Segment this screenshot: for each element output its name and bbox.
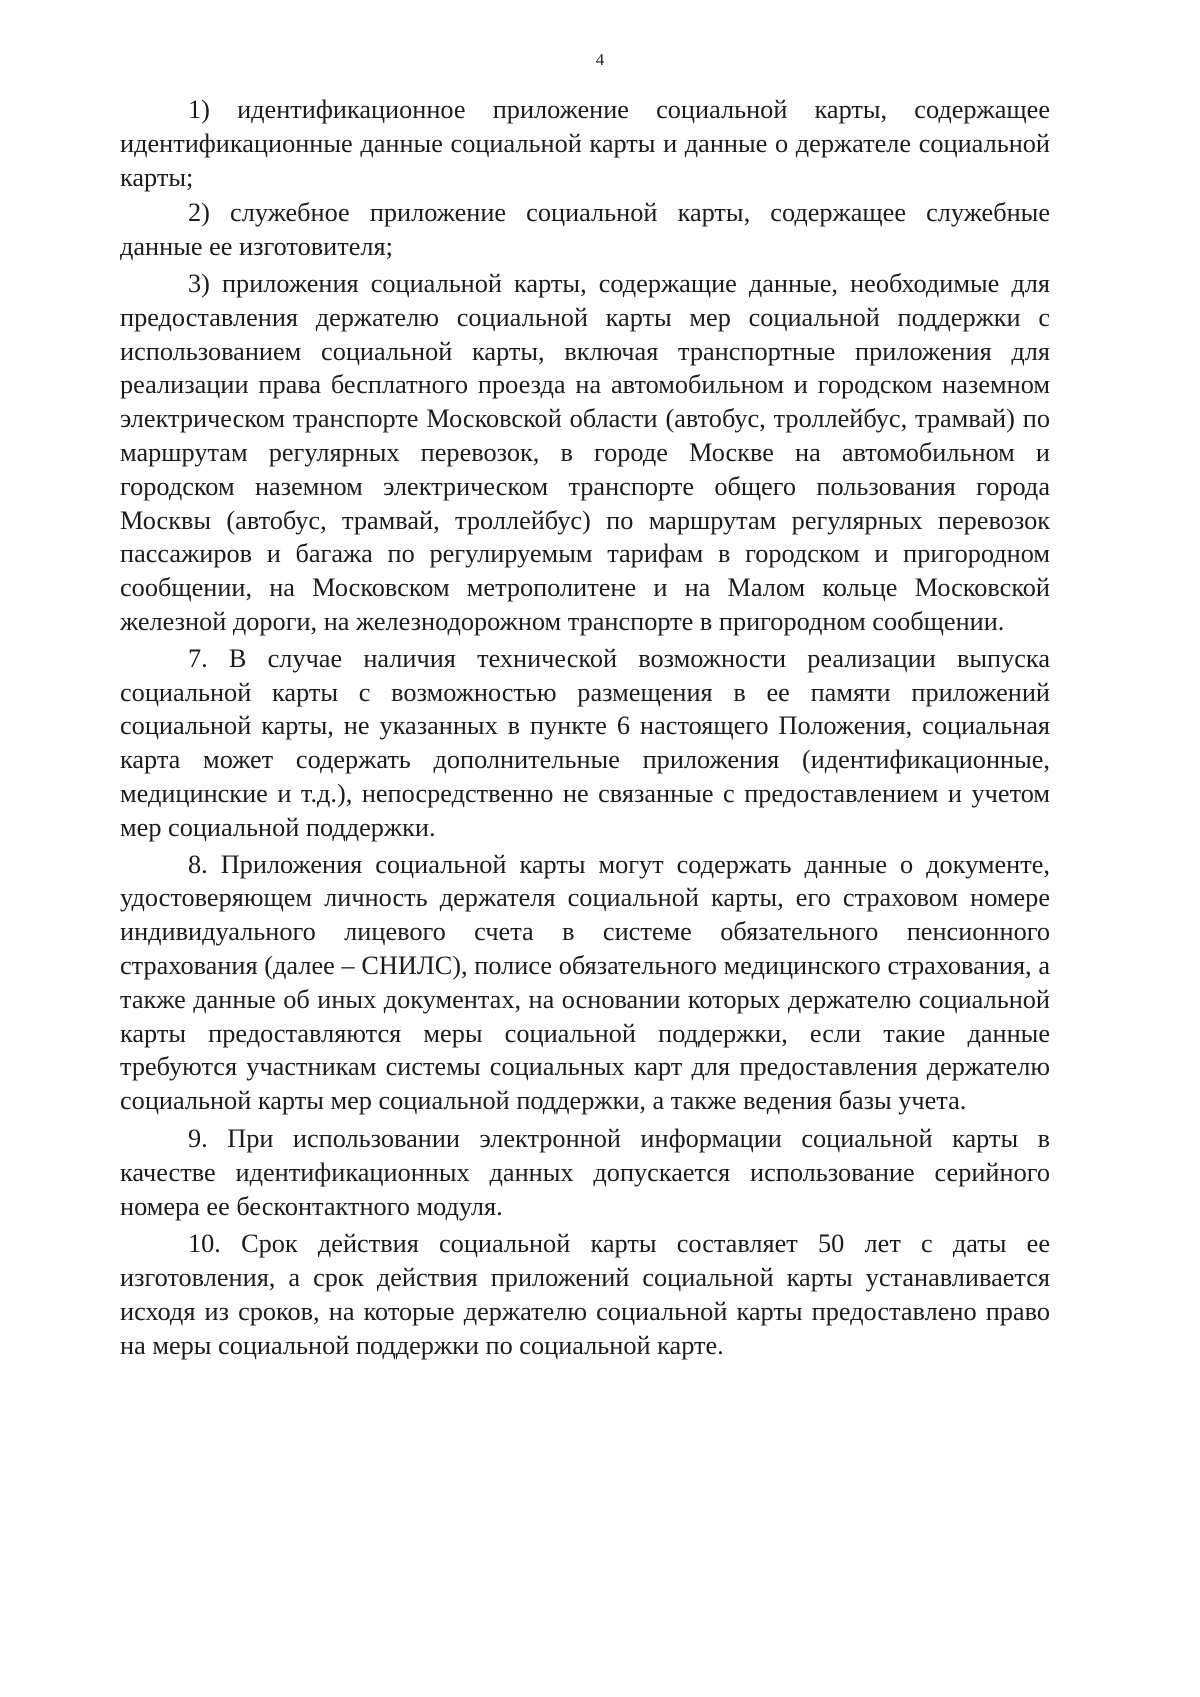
document-body (120, 93, 1050, 1362)
list-item-support-apps: 3) приложения социальной карты, содержащие данные, необходимые для предоставления держателю социальной карты мер социальной поддержки с использованием социальной карты, включая транспортные приложения для реализации права бесплатного проезда на автомобильном и городском наземном электрическом транспорте Московской области (автобус, троллейбус, трамвай) по маршрутам регулярных перевозок, в городе Москве на автомобильном и городском наземном электрическом транспорте общего пользования города Москвы (автобус, трамвай, троллейбус) по маршрутам регулярных перевозок пассажиров и багажа по регулируемым тарифам в городском и пригородном сообщении, на Московском метрополитене и на Малом кольце Московской железной дороги, на железнодорожном транспорте в пригородном сообщении. (120, 268, 1050, 636)
clause-7: 7. В случае наличия технической возможности реализации выпуска социальной карты с возможностью размещения в ее памяти приложений социальной карты, не указанных в пункте 6 настоящего Положения, социальная карта может содержать дополнительные приложения (идентификационные, медицинские и т.д.), непосредственно не связанные с предоставлением и учетом мер социальной поддержки. (120, 643, 1050, 842)
list-item-service-app: 2) служебное приложение социальной карты, содержащее служебные данные ее изготовителя; (120, 198, 1050, 262)
clause-10: 10. Срок действия социальной карты составляет 50 лет с даты ее изготовления, а срок действия приложений социальной карты устанавливается исходя из сроков, на которые держателю социальной карты предоставлено право на меры социальной поддержки по социальной карте. (120, 1229, 1050, 1360)
clause-9: 9. При использовании электронной информации социальной карты в качестве идентификационных данных допускается использование серийного номера ее бесконтактного модуля. (120, 1123, 1050, 1221)
clause-8: 8. Приложения социальной карты могут содержать данные о документе, удостоверяющем личность держателя социальной карты, его страховом номере индивидуального лицевого счета в системе обязательного пенсионного страхования (далее – СНИЛС), полисе обязательного медицинского страхования, а также данные об иных документах, на основании которых держателю социальной карты предоставляются меры социальной поддержки, если такие данные требуются участникам системы социальных карт для предоставления держателю социальной карты мер социальной поддержки, а также ведения базы учета. (120, 849, 1050, 1116)
page-number: 4 (595, 50, 605, 69)
list-item-identification-app: 1) идентификационное приложение социальной карты, содержащее идентификационные данные социальной карты и данные о держателе социальной карты; (120, 95, 1050, 192)
